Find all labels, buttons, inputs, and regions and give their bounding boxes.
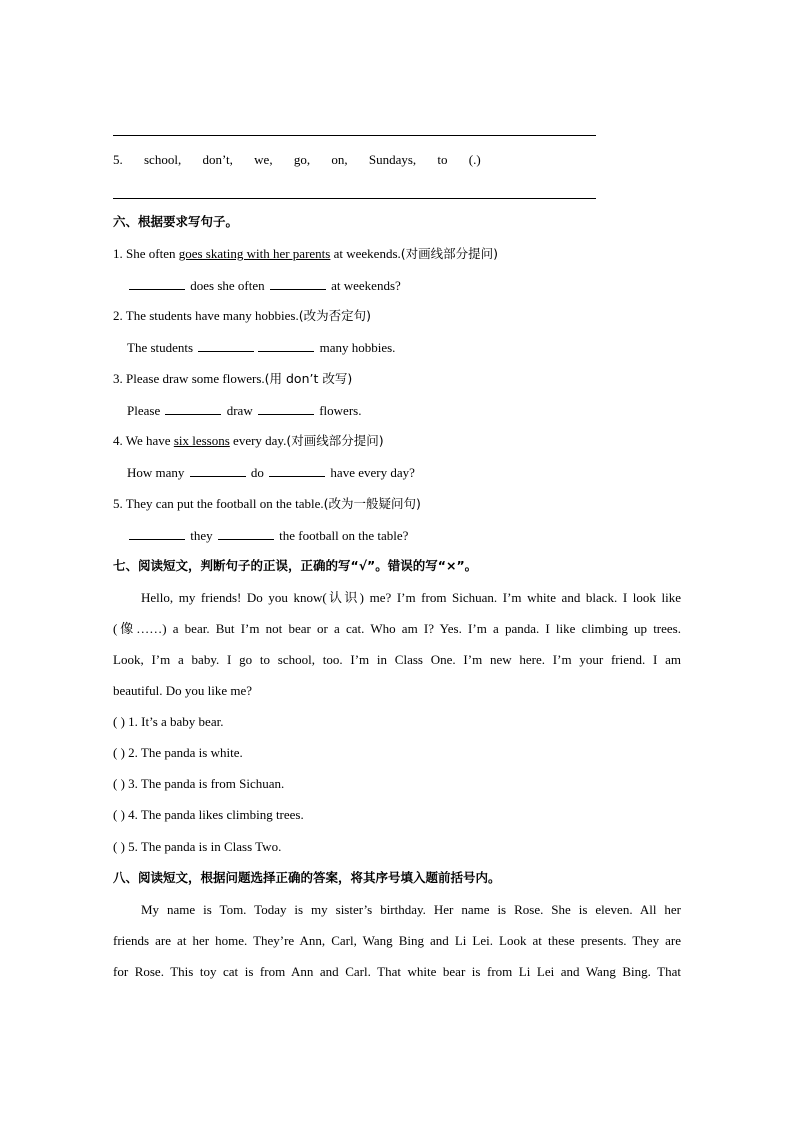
text: flowers.: [315, 403, 362, 418]
instruction-note: (用 don’t 改写): [264, 371, 353, 386]
judgement-item-5: ( ) 5. The panda is in Class Two.: [113, 839, 282, 854]
text: 2. The students have many hobbies.: [113, 308, 299, 323]
passage-line: beautiful. Do you like me?: [113, 683, 252, 698]
text: draw: [223, 403, 256, 418]
judgement-item-3: ( ) 3. The panda is from Sichuan.: [113, 776, 285, 791]
section-6-heading: 六、根据要求写句子。: [113, 214, 239, 229]
word: don’t,: [202, 152, 233, 167]
underlined-text: six lessons: [173, 433, 230, 448]
judgement-item-2: ( ) 2. The panda is white.: [113, 745, 243, 760]
scramble-question-5: [113, 152, 499, 168]
section-8-heading: 八、阅读短文，根据问题选择正确的答案，将其序号填入题前括号内。: [113, 870, 501, 885]
fill-blank[interactable]: [270, 277, 326, 290]
fill-blank[interactable]: [258, 402, 314, 415]
answer-line: [113, 198, 596, 199]
passage-line: My name is Tom. Today is my sister’s birthday. Her name is Rose. She is eleven. All her: [141, 902, 681, 917]
judgement-item-4: ( ) 4. The panda likes climbing trees.: [113, 807, 304, 822]
passage-line: friends are at her home. They’re Ann, Carl, Wang Bing and Li Lei. Look at these presents. They are: [113, 933, 681, 948]
fill-blank[interactable]: [269, 464, 325, 477]
question-number: 5.: [113, 152, 123, 167]
passage-line: Look, I’m a baby. I go to school, too. I’m in Class One. I’m new here. I’m your friend. I am: [113, 652, 681, 667]
text: 4. We have: [113, 433, 174, 448]
text: does she often: [187, 278, 268, 293]
s6-question-5: [113, 496, 421, 512]
answer-line: [113, 135, 596, 136]
instruction-note: (改为否定句): [298, 308, 371, 323]
instruction-note: (对画线部分提问): [400, 246, 499, 261]
text: every day.: [229, 433, 287, 448]
judgement-item-1: ( ) 1. It’s a baby bear.: [113, 714, 224, 729]
text: at weekends?: [327, 278, 401, 293]
text: Please: [127, 403, 164, 418]
text: have every day?: [327, 465, 415, 480]
text: 3. Please draw some flowers.: [113, 371, 265, 386]
fill-blank[interactable]: [258, 339, 314, 352]
text: The students: [127, 340, 197, 355]
section-7-heading: 七、阅读短文，判断句子的正误，正确的写“√”。错误的写“×”。: [113, 558, 478, 573]
word: Sundays,: [368, 152, 417, 167]
s6-question-2: [113, 308, 371, 324]
s6-answer-5: [127, 527, 408, 544]
fill-blank[interactable]: [129, 277, 185, 290]
text: 5. They can put the football on the table.: [113, 496, 324, 511]
fill-blank[interactable]: [198, 339, 254, 352]
s6-answer-3: [127, 402, 361, 419]
instruction-note: (对画线部分提问): [286, 433, 384, 448]
word: to: [437, 152, 448, 167]
section-7-passage: [113, 582, 681, 706]
text: do: [247, 465, 268, 480]
text: they: [187, 528, 216, 543]
word: school,: [144, 152, 182, 167]
text: 1. She often: [113, 246, 179, 261]
fill-blank[interactable]: [218, 527, 274, 540]
word: we,: [254, 152, 273, 167]
passage-line: for Rose. This toy cat is from Ann and Carl. That white bear is from Li Lei and Wang Bing. That: [113, 964, 681, 979]
text: at weekends.: [330, 246, 401, 261]
text: many hobbies.: [316, 340, 396, 355]
word: go,: [293, 152, 311, 167]
passage-line: Hello, my friends! Do you know(认识) me? I’m from Sichuan. I’m white and black. I look like: [141, 590, 681, 605]
word: (.): [468, 152, 481, 167]
s6-answer-1: [127, 277, 401, 294]
fill-blank[interactable]: [190, 464, 246, 477]
fill-blank[interactable]: [165, 402, 221, 415]
s6-answer-2: [127, 339, 395, 356]
s6-question-1: [113, 246, 498, 262]
s6-question-4: [113, 433, 384, 449]
section-8-passage: [113, 894, 681, 987]
text: the football on the table?: [275, 528, 409, 543]
underlined-text: goes skating with her parents: [178, 246, 331, 261]
passage-line: (像……) a bear. But I’m not bear or a cat. Who am I? Yes. I’m a panda. I like climbing up trees.: [113, 621, 681, 636]
text: How many: [127, 465, 188, 480]
s6-answer-4: [127, 464, 415, 481]
instruction-note: (改为一般疑问句): [323, 496, 421, 511]
s6-question-3: [113, 371, 352, 387]
word: on,: [331, 152, 348, 167]
fill-blank[interactable]: [129, 527, 185, 540]
